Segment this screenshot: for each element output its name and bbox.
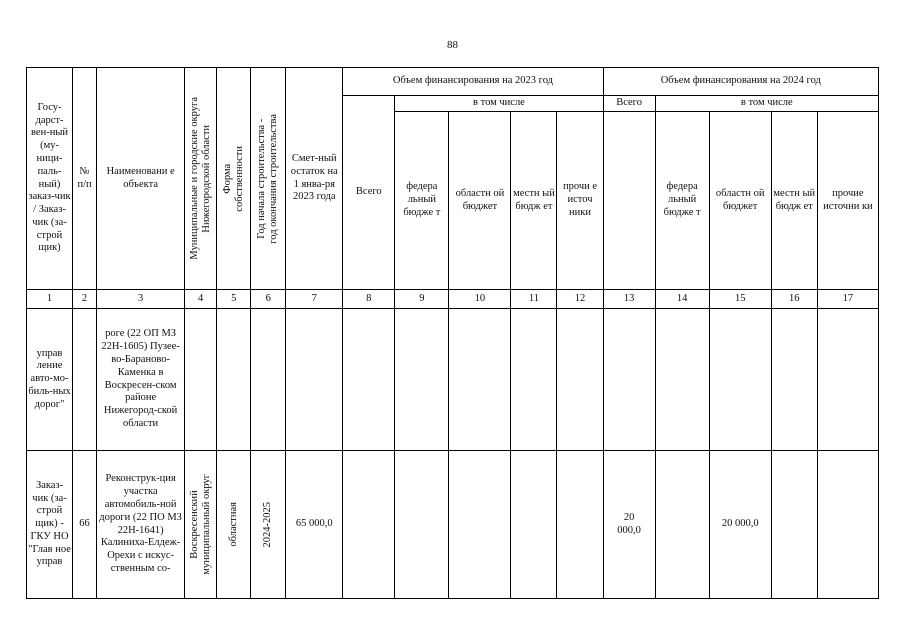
header-ownership: [217, 68, 251, 290]
cell-federal-2023: [395, 451, 449, 599]
cell-ownership: [217, 451, 251, 599]
header-row-1: [27, 68, 879, 96]
cell-num: 66: [73, 451, 97, 599]
cell-customer: управ ление авто-мо-биль-ных дорог": [27, 309, 73, 451]
header-years: [251, 68, 286, 290]
cell-other-2023: [557, 309, 603, 451]
column-number: 9: [395, 290, 449, 309]
cell-other-2023: [557, 451, 603, 599]
financing-table: [26, 67, 879, 599]
cell-customer: Заказ-чик (за-строй щик) - ГКУ НО "Глав ное управ: [27, 451, 73, 599]
cell-other-2024: [817, 309, 878, 451]
cell-total-2024: [603, 309, 655, 451]
cell-balance: [286, 309, 343, 451]
cell-municipality-label: Воскресенский муниципальный округ: [188, 474, 212, 575]
cell-num: [73, 309, 97, 451]
column-number: 13: [603, 290, 655, 309]
header-num: № п/п: [73, 68, 97, 290]
cell-balance: 65 000,0: [286, 451, 343, 599]
header-other-2023: прочи е источ ники: [557, 112, 603, 290]
header-federal-2023: федера льный бюдже т: [395, 112, 449, 290]
page-number: 88: [447, 39, 458, 51]
cell-total-2024: 20 000,0: [603, 451, 655, 599]
cell-local-2024: [771, 309, 817, 451]
cell-local-2023: [511, 451, 557, 599]
column-number: 1: [27, 290, 73, 309]
header-object-name: Наименовани е объекта: [97, 68, 185, 290]
header-municipality-label: Муниципальные и городские округа Нижегородской области: [188, 97, 212, 260]
header-total-2024: Всего: [603, 96, 655, 112]
column-number: 10: [449, 290, 511, 309]
cell-federal-2023: [395, 309, 449, 451]
cell-federal-2024: [655, 309, 709, 451]
header-municipality: [185, 68, 217, 290]
column-number: 8: [343, 290, 395, 309]
column-number: 12: [557, 290, 603, 309]
table-row: [27, 451, 879, 599]
header-ownership-label: Форма собственности: [221, 145, 245, 212]
header-fin-2024: Объем финансирования на 2024 год: [603, 68, 878, 96]
cell-years: [251, 451, 286, 599]
header-federal-2024: федера льный бюдже т: [655, 112, 709, 290]
cell-federal-2024: [655, 451, 709, 599]
cell-object-name: Реконструк-ция участка автомобиль-ной дороги (22 ПО МЗ 22Н-1641) Калиниха-Елдеж-Орехи с искус-ственным со-: [97, 451, 185, 599]
header-total-2023: Всего: [343, 96, 395, 290]
header-total-2024-blank: [603, 112, 655, 290]
column-number: 16: [771, 290, 817, 309]
column-number: 6: [251, 290, 286, 309]
header-regional-2024: областн ой бюджет: [709, 112, 771, 290]
cell-regional-2024: [709, 309, 771, 451]
header-other-2024: прочие источни ки: [817, 112, 878, 290]
cell-total-2023: [343, 451, 395, 599]
cell-municipality: [185, 309, 217, 451]
header-local-2024: местн ый бюдж ет: [771, 112, 817, 290]
column-number: 7: [286, 290, 343, 309]
cell-ownership-label: областная: [227, 502, 239, 547]
header-including-2023: в том числе: [395, 96, 603, 112]
header-regional-2023: областн ой бюджет: [449, 112, 511, 290]
column-number: 11: [511, 290, 557, 309]
cell-object-name: роге (22 ОП МЗ 22Н-1605) Пузее-во-Бараново-Каменка в Воскресен-ском районе Нижегород-ской области: [97, 309, 185, 451]
column-number: 14: [655, 290, 709, 309]
header-including-2024: в том числе: [655, 96, 878, 112]
cell-years-label: 2024-2025: [262, 501, 274, 548]
column-number: 5: [217, 290, 251, 309]
column-number-row: [27, 290, 879, 309]
cell-local-2024: [771, 451, 817, 599]
column-number: 15: [709, 290, 771, 309]
header-local-2023: местн ый бюдж ет: [511, 112, 557, 290]
cell-regional-2023: [449, 451, 511, 599]
cell-years: [251, 309, 286, 451]
cell-municipality: [185, 451, 217, 599]
cell-ownership: [217, 309, 251, 451]
cell-regional-2024: 20 000,0: [709, 451, 771, 599]
header-customer: Госу-дарст-вен-ный (му-ници-паль-ный) заказ-чик / Заказ-чик (за-строй щик): [27, 68, 73, 290]
column-number: 3: [97, 290, 185, 309]
column-number: 4: [185, 290, 217, 309]
column-number: 17: [817, 290, 878, 309]
header-fin-2023: Объем финансирования на 2023 год: [343, 68, 603, 96]
cell-total-2023: [343, 309, 395, 451]
cell-other-2024: [817, 451, 878, 599]
column-number: 2: [73, 290, 97, 309]
header-years-label: Год начала строительства - год окончания строительства: [256, 113, 280, 244]
cell-local-2023: [511, 309, 557, 451]
header-balance: Смет-ный остаток на 1 янва-ря 2023 года: [286, 68, 343, 290]
table-row: [27, 309, 879, 451]
cell-regional-2023: [449, 309, 511, 451]
